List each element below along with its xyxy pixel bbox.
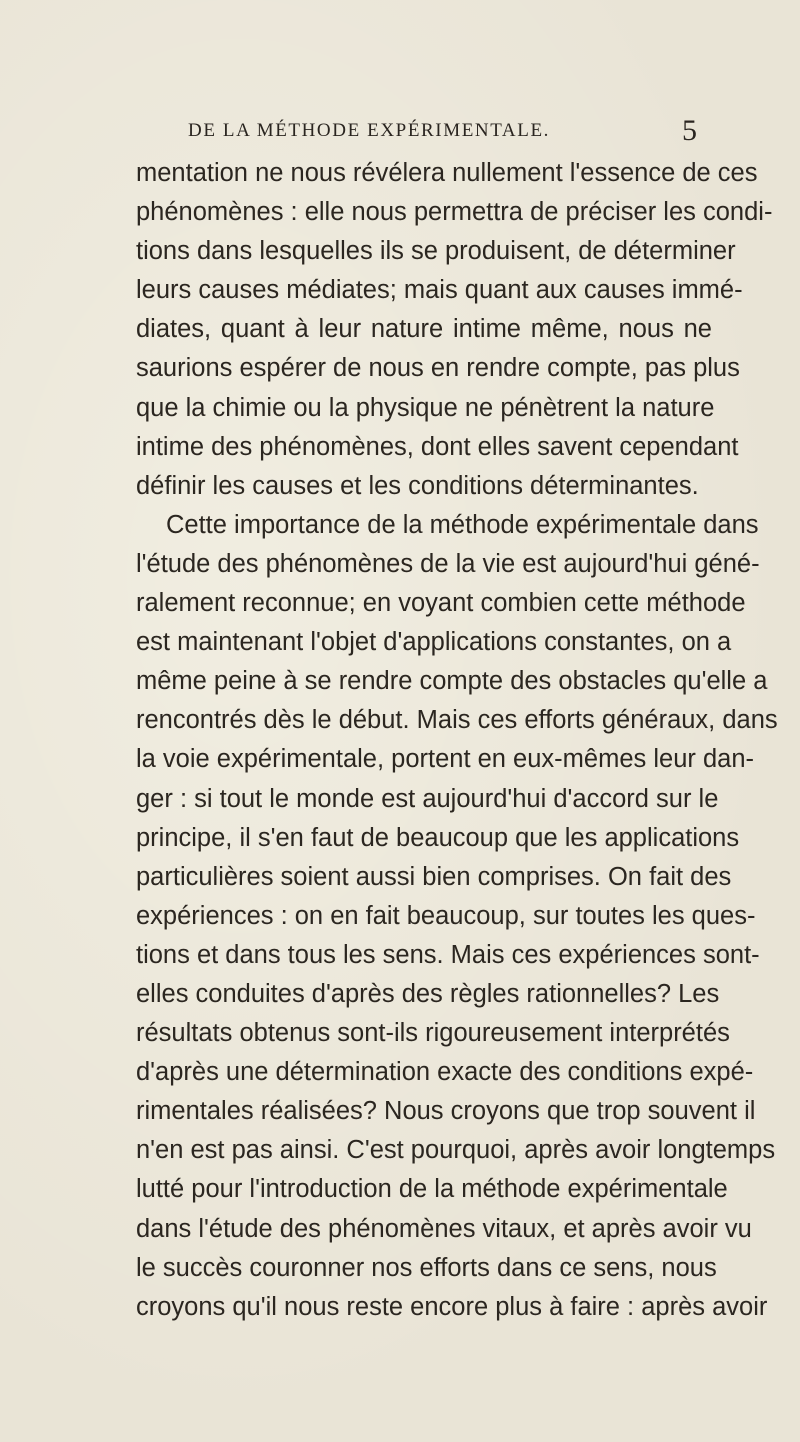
body-text bbox=[136, 154, 778, 1327]
text-line: ralement reconnue; en voyant combien cette méthode bbox=[136, 589, 746, 618]
text-line: leurs causes médiates; mais quant aux causes immé- bbox=[136, 276, 743, 305]
text-line: l'étude des phénomènes de la vie est aujourd'hui géné- bbox=[136, 549, 760, 578]
text-line: est maintenant l'objet d'applications constantes, on a bbox=[136, 628, 732, 657]
text-line: phénomènes : elle nous permettra de préciser les condi- bbox=[136, 198, 773, 227]
text-line: dans l'étude des phénomènes vitaux, et après avoir vu bbox=[136, 1214, 752, 1243]
text-line: définir les causes et les conditions déterminantes. bbox=[136, 471, 699, 500]
text-line: d'après une détermination exacte des conditions expé- bbox=[136, 1058, 754, 1087]
running-title: DE LA MÉTHODE EXPÉRIMENTALE. bbox=[188, 120, 551, 141]
text-line: intime des phénomènes, dont elles savent cependant bbox=[136, 432, 739, 461]
paragraph-first-line: Cette importance de la méthode expérimentale dans bbox=[166, 510, 759, 539]
text-line: tions dans lesquelles ils se produisent, de déterminer bbox=[136, 237, 736, 266]
text-line: expériences : on en fait beaucoup, sur toutes les ques- bbox=[136, 901, 756, 930]
text-line: saurions espérer de nous en rendre compte, pas plus bbox=[136, 354, 740, 383]
text-line: mentation ne nous révélera nullement l'essence de ces bbox=[136, 159, 758, 187]
text-line: rencontrés dès le début. Mais ces efforts généraux, dans bbox=[136, 706, 778, 735]
text-line: la voie expérimentale, portent en eux-mêmes leur dan- bbox=[136, 745, 754, 774]
text-line: lutté pour l'introduction de la méthode expérimentale bbox=[136, 1175, 728, 1204]
text-line: elles conduites d'après des règles rationnelles? Les bbox=[136, 979, 720, 1008]
text-line: diates, quant à leur nature intime même, nous ne bbox=[136, 315, 712, 344]
text-line: que la chimie ou la physique ne pénètrent la nature bbox=[136, 393, 715, 422]
running-head bbox=[0, 116, 800, 150]
page-number: 5 bbox=[682, 114, 697, 147]
text-line: résultats obtenus sont-ils rigoureusement interprétés bbox=[136, 1019, 730, 1048]
text-line: ger : si tout le monde est aujourd'hui d'accord sur le bbox=[136, 784, 719, 813]
text-line: principe, il s'en faut de beaucoup que les applications bbox=[136, 823, 740, 852]
text-line: le succès couronner nos efforts dans ce sens, nous bbox=[136, 1253, 717, 1282]
text-line: rimentales réalisées? Nous croyons que trop souvent il bbox=[136, 1097, 756, 1126]
text-line: tions et dans tous les sens. Mais ces expériences sont- bbox=[136, 940, 760, 969]
text-line: particulières soient aussi bien comprises. On fait des bbox=[136, 862, 732, 891]
text-line: n'en est pas ainsi. C'est pourquoi, après avoir longtemps bbox=[136, 1136, 776, 1165]
text-line: croyons qu'il nous reste encore plus à faire : après avoir bbox=[136, 1292, 768, 1321]
text-line: même peine à se rendre compte des obstacles qu'elle a bbox=[136, 667, 768, 696]
